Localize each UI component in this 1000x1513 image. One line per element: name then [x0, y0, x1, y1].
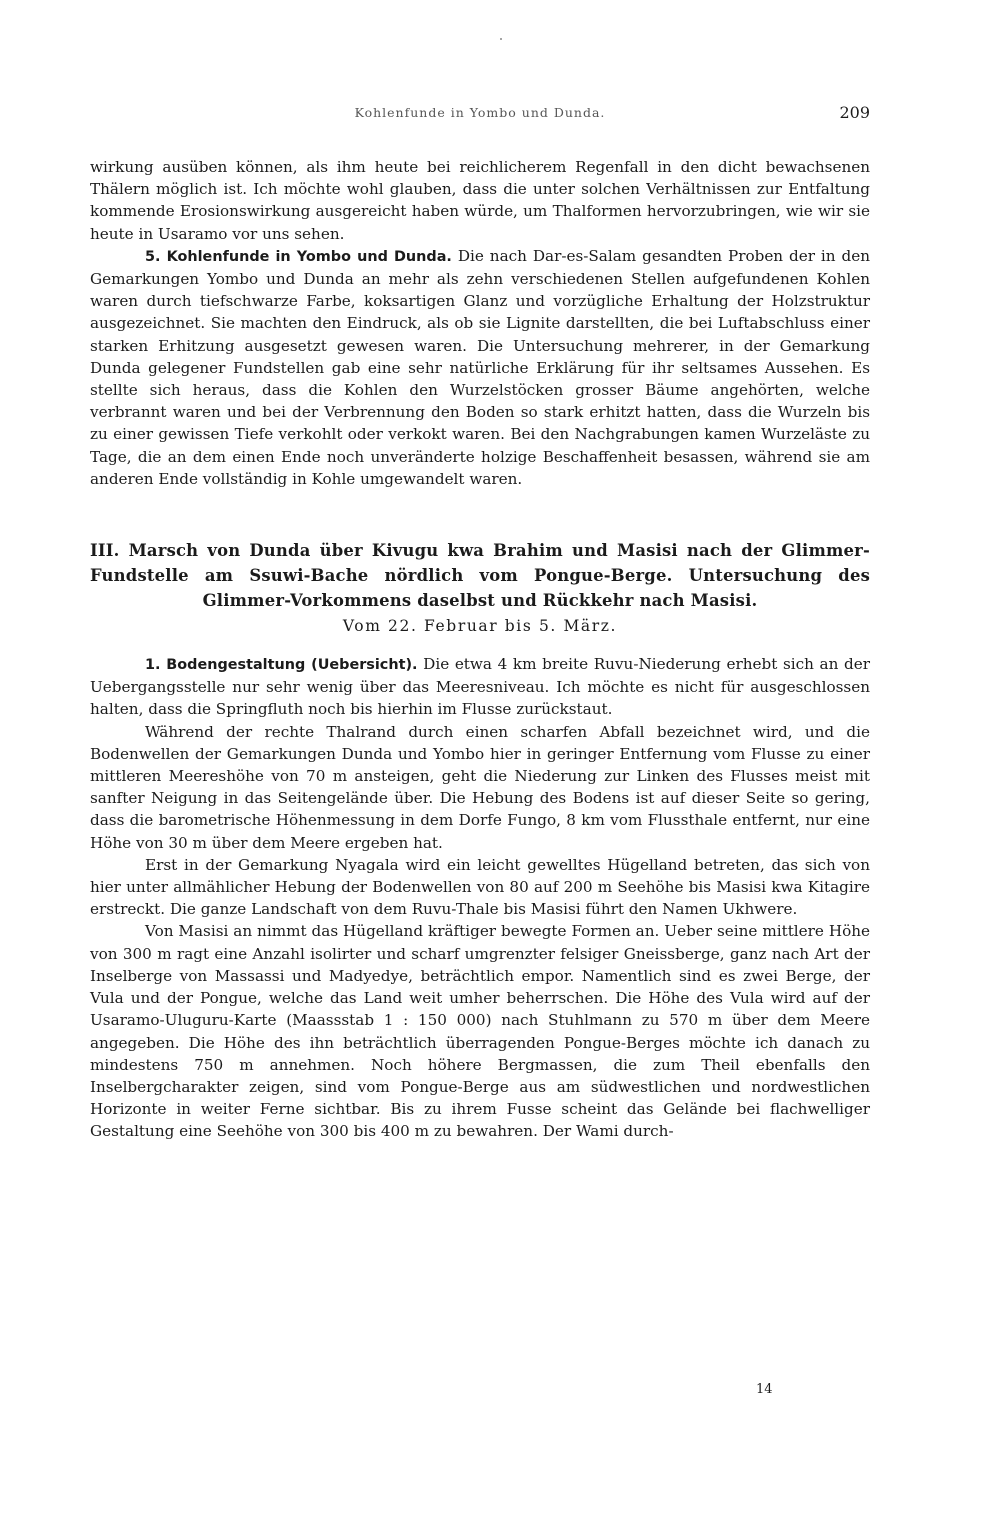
paragraph: Von Masisi an nimmt das Hügelland kräftiger bewegte Formen an. Ueber seine mittlere Höhe von 300 m ragt eine Anzahl isolirter und scharf umgrenzter felsiger Gneissberge, ganz nach Art der Inselberge von Massassi und Madyedye, beträchtlich empor. Namentlich sind es zwei Berge, der Vula und der Pongue, welche das Land weit umher beherrschen. Die Höhe des Vula wird auf der Usaramo-Uluguru-Karte (Maassstab 1 : 150 000) nach Stuhlmann zu 570 m über dem Meere angegeben. Die Höhe des ihn beträchtlich überragenden Pongue-Berges möchte ich danach zu mindestens 750 m annehmen. Noch höhere Bergmassen, die zum Theil ebenfalls den Inselbergcharakter zeigen, sind vom Pongue-Berge aus am südwestlichen und nordwestlichen Horizonte in weiter Ferne sichtbar. Bis zu ihrem Fusse scheint das Gelände bei flachwelliger Gestaltung eine Seehöhe von 300 bis 400 m zu bewahren. Der Wami durch- [90, 922, 870, 1141]
scan-speck [500, 38, 502, 40]
section-5-paragraph [90, 245, 870, 490]
section-1-paragraph [90, 653, 870, 721]
page-header [90, 105, 870, 135]
section-5-text: Die nach Dar-es-Salam gesandten Proben der in den Gemarkungen Yombo und Dunda an mehr als zehn verschiedenen Stellen aufgefundenen Kohlen waren durch tiefschwarze Farbe, koksartigen Glanz und vorzügliche Erhaltung der Holzstruktur ausgezeichnet. Sie machten den Eindruck, als ob sie Lignite darstellten, die bei Luftabschluss einer starken Erhitzung ausgesetzt gewesen waren. Die Untersuchung mehrerer, in der Gemarkung Dunda gelegener Fundstellen gab eine sehr natürliche Erklärung für ihr seltsames Aussehen. Es stellte sich heraus, dass die Kohlen den Wurzelstöcken grosser Bäume angehörten, welche verbrannt waren und bei der Verbrennung den Boden so stark erhitzt hatten, dass die Wurzeln bis zu einer gewissen Tiefe verkohlt oder verkokt waren. Bei den Nachgrabungen kamen Wurzeläste zu Tage, die an dem einen Ende noch unveränderte holzige Beschaffenheit besassen, während sie am anderen Ende vollständig in Kohle umgewandelt waren. [90, 246, 870, 488]
signature-mark: 14 [756, 1382, 773, 1397]
section-1-heading: 1. Bodengestaltung (Uebersicht). [145, 657, 418, 674]
chapter-dates: Vom 22. Februar bis 5. März. [342, 617, 618, 636]
chapter-heading: III. Marsch von Dunda über Kivugu kwa Brahim und Masisi nach der Glimmer-Fundstelle am Ssuwi-Bache nördlich vom Pongue-Berge. Untersuchung des Glimmer-Vorkommens daselbst und Rückkehr nach Masisi. [90, 541, 870, 611]
page-body [90, 156, 870, 1143]
paragraph: Erst in der Gemarkung Nyagala wird ein leicht gewelltes Hügelland betreten, das sich von hier unter allmählicher Hebung der Bodenwellen von 80 auf 200 m Seehöhe bis Masisi kwa Kitagire erstreckt. Die ganze Landschaft von dem Ruvu-Thale bis Masisi führt den Namen Ukhwere. [90, 855, 870, 919]
paragraph: Während der rechte Thalrand durch einen scharfen Abfall bezeichnet wird, und die Bodenwellen der Gemarkungen Dunda und Yombo hier in geringer Entfernung vom Flusse zu einer mittleren Meereshöhe von 70 m ansteigen, geht die Niederung zur Linken des Flusses meist mit sanfter Neigung in das Seitengelände über. Die Hebung des Bodens ist auf dieser Seite so gering, dass die barometrische Höhenmessung in dem Dorfe Fungo, 8 km vom Flussthale entfernt, nur eine Höhe von 30 m über dem Meere ergeben hat. [90, 722, 870, 852]
running-head: Kohlenfunde in Yombo und Dunda. [354, 105, 606, 120]
section-1-text: Die etwa 4 km breite Ruvu-Niederung erhebt sich an der Uebergangsstelle nur sehr wenig über das Meeresniveau. Ich möchte es nicht für ausgeschlossen halten, dass die Springfluth noch bis hierhin im Flusse zurückstaut. [90, 655, 871, 719]
page-number: 209 [839, 103, 870, 122]
section-5-heading: 5. Kohlenfunde in Yombo und Dunda. [145, 248, 452, 265]
paragraph: wirkung ausüben können, als ihm heute bei reichlicherem Regenfall in den dicht bewachsenen Thälern möglich ist. Ich möchte wohl glauben, dass die unter solchen Verhältnissen zur Entfaltung kommende Erosionswirkung ausgereicht haben würde, um Thalformen hervorzubringen, wie wir sie heute in Usaramo vor uns sehen. [90, 158, 870, 243]
